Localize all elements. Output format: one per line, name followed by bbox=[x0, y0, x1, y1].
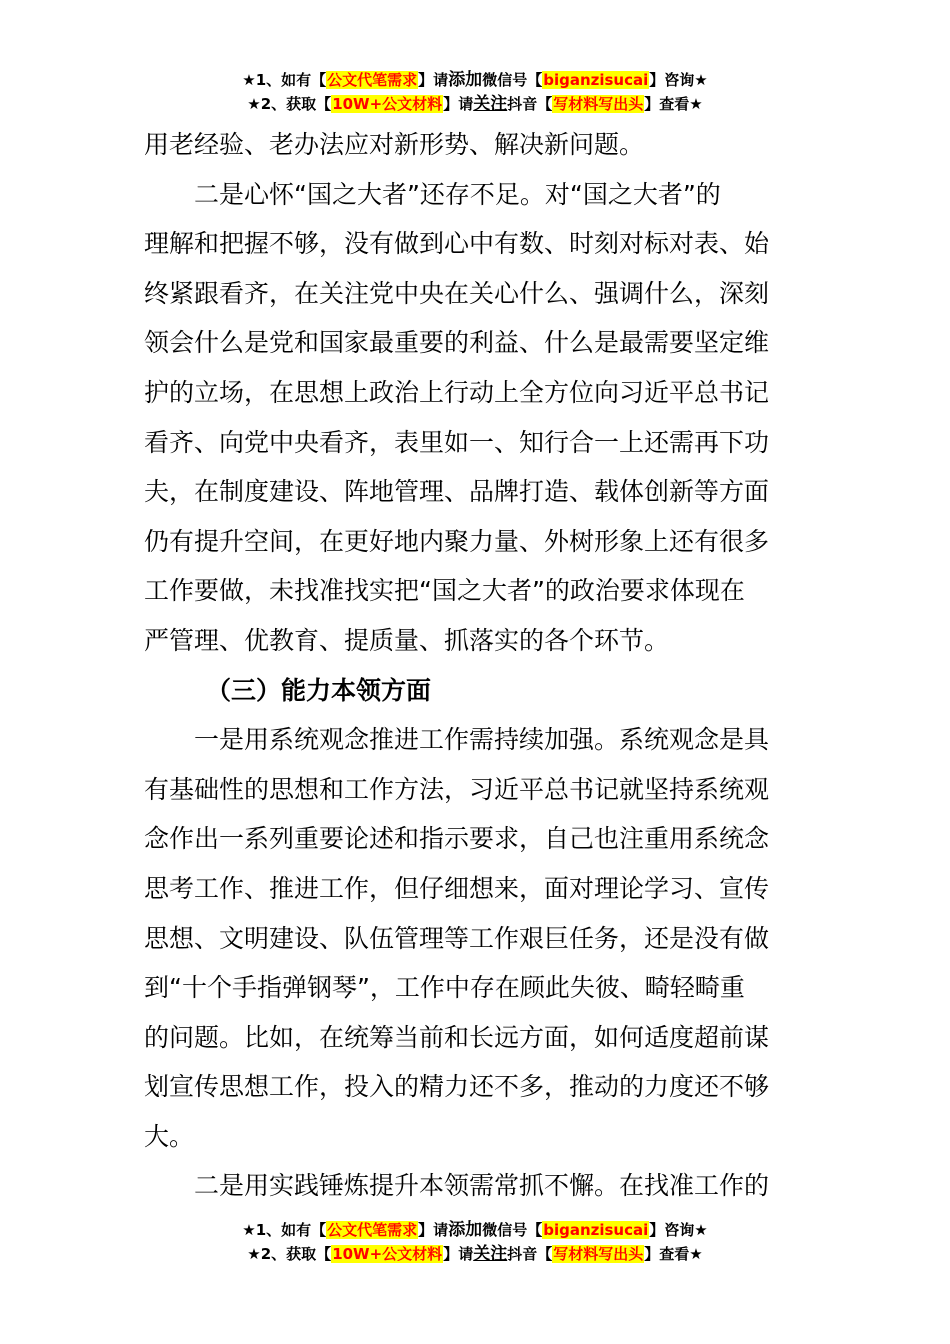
paragraph-line: 念作出一系列重要论述和指示要求，自己也注重用系统念 bbox=[144, 824, 770, 854]
footer-banner bbox=[0, 1218, 950, 1266]
paragraph-line: 到“十个手指弹钢琴”，工作中存在顾此失彼、畸轻畸重 bbox=[144, 973, 745, 1003]
paragraph-line: 护的立场，在思想上政治上行动上全方位向习近平总书记 bbox=[144, 377, 770, 407]
banner-text: 】请 bbox=[443, 95, 474, 113]
paragraph-line: 领会什么是党和国家最重要的利益、什么是最需要坚定维 bbox=[144, 328, 770, 358]
highlight-text: 10W+公文材料 bbox=[332, 1245, 443, 1263]
banner-text: 】请 bbox=[418, 1221, 449, 1239]
paragraph-line: 有基础性的思想和工作方法，习近平总书记就坚持系统观 bbox=[144, 774, 770, 804]
banner-line-1 bbox=[0, 1218, 950, 1242]
paragraph-line: 一是用系统观念推进工作需持续加强。系统观念是具 bbox=[194, 725, 770, 755]
highlight-text: 写材料写出头 bbox=[553, 1245, 644, 1263]
banner-line-2 bbox=[0, 92, 950, 116]
emphasis-text: 关注 bbox=[473, 94, 508, 114]
paragraph-line: 思想、文明建设、队伍管理等工作艰巨任务，还是没有做 bbox=[144, 923, 770, 953]
paragraph-line: 终紧跟看齐，在关注党中央在关心什么、强调什么，深刻 bbox=[144, 278, 770, 308]
banner-text: 抖音【 bbox=[507, 1245, 553, 1263]
paragraph-line: 划宣传思想工作，投入的精力还不多，推动的力度还不够 bbox=[144, 1072, 770, 1102]
paragraph-line: 夫，在制度建设、阵地管理、品牌打造、载体创新等方面 bbox=[144, 477, 770, 507]
paragraph-line: 理解和把握不够，没有做到心中有数、时刻对标对表、始 bbox=[144, 229, 770, 259]
highlight-text: biganzisucai bbox=[543, 1221, 649, 1239]
banner-text: 】查看★ bbox=[644, 95, 703, 113]
banner-text: ★1、如有【 bbox=[242, 1221, 327, 1239]
highlight-text: biganzisucai bbox=[543, 71, 649, 89]
header-banner bbox=[0, 68, 950, 116]
paragraph-line: 仍有提升空间，在更好地内聚力量、外树形象上还有很多 bbox=[144, 526, 770, 556]
paragraph-line: 看齐、向党中央看齐，表里如一、知行合一上还需再下功 bbox=[144, 427, 770, 457]
paragraph-line: 大。 bbox=[144, 1121, 195, 1151]
banner-text: 】查看★ bbox=[644, 1245, 703, 1263]
banner-text: ★2、获取【 bbox=[247, 1245, 332, 1263]
paragraph-line: 思考工作、推进工作，但仔细想来，面对理论学习、宣传 bbox=[144, 873, 770, 903]
paragraph-line: 用老经验、老办法应对新形势、解决新问题。 bbox=[144, 130, 645, 159]
banner-text: 】请 bbox=[443, 1245, 474, 1263]
banner-text: ★2、获取【 bbox=[247, 95, 332, 113]
banner-text: 微信号【 bbox=[482, 71, 543, 89]
emphasis-text: 添加 bbox=[448, 1220, 483, 1240]
paragraph-line: 严管理、优教育、提质量、抓落实的各个环节。 bbox=[144, 625, 670, 655]
banner-line-1 bbox=[0, 68, 950, 92]
banner-text: ★1、如有【 bbox=[242, 71, 327, 89]
highlight-text: 10W+公文材料 bbox=[332, 95, 443, 113]
paragraph-line: 工作要做，未找准找实把“国之大者”的政治要求体现在 bbox=[144, 576, 745, 606]
document-body bbox=[144, 120, 808, 1211]
highlight-text: 公文代笔需求 bbox=[327, 71, 418, 89]
highlight-text: 写材料写出头 bbox=[553, 95, 644, 113]
paragraph-line: 的问题。比如，在统筹当前和长远方面，如何适度超前谋 bbox=[144, 1022, 770, 1052]
banner-text: 】请 bbox=[418, 71, 449, 89]
banner-text: 】咨询★ bbox=[649, 71, 708, 89]
banner-line-2 bbox=[0, 1242, 950, 1266]
emphasis-text: 添加 bbox=[448, 70, 483, 90]
banner-text: 微信号【 bbox=[482, 1221, 543, 1239]
emphasis-text: 关注 bbox=[473, 1244, 508, 1264]
banner-text: 抖音【 bbox=[507, 95, 553, 113]
highlight-text: 公文代笔需求 bbox=[327, 1221, 418, 1239]
paragraph-line: 二是用实践锤炼提升本领需常抓不懈。在找准工作的 bbox=[194, 1171, 770, 1201]
banner-text: 】咨询★ bbox=[649, 1221, 708, 1239]
section-heading: （三）能力本领方面 bbox=[206, 675, 432, 705]
paragraph-line: 二是心怀“国之大者”还存不足。对“国之大者”的 bbox=[194, 179, 721, 209]
